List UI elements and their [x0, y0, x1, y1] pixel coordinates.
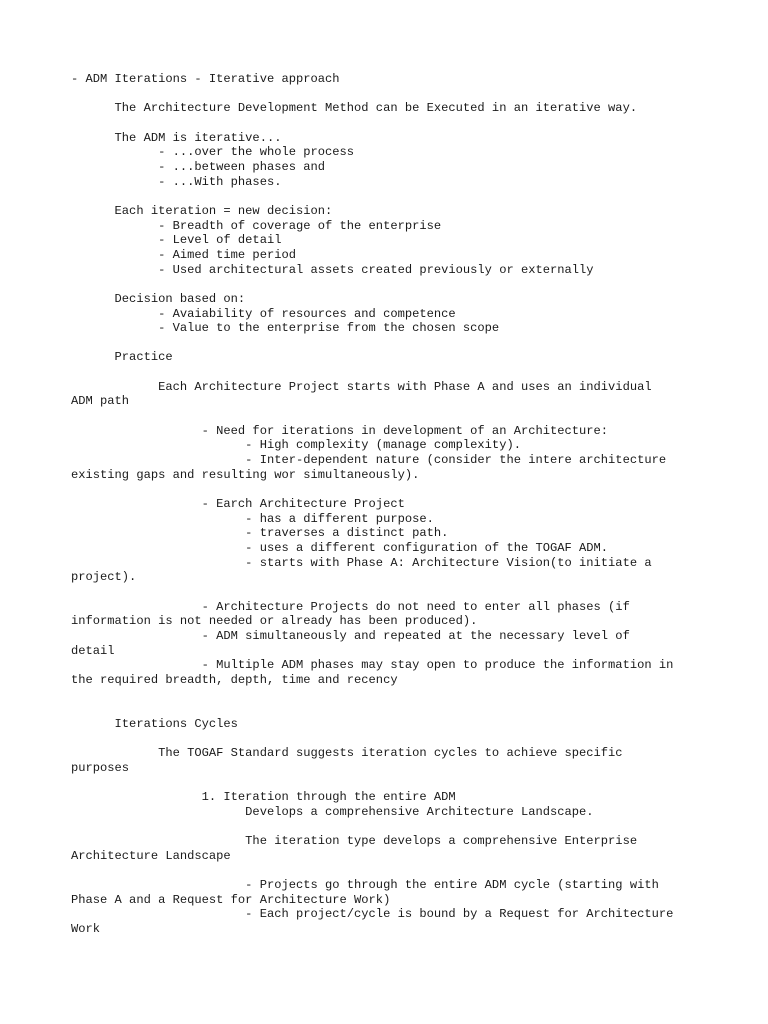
text-line: - Architecture Projects do not need to enter all phases (if	[71, 599, 630, 614]
text-line: Develops a comprehensive Architecture Landscape.	[71, 804, 594, 819]
text-line: Decision based on:	[71, 291, 246, 306]
text-line: - ADM simultaneously and repeated at the necessary level of	[71, 628, 630, 643]
text-line: - Projects go through the entire ADM cycle (starting with	[71, 878, 659, 893]
text-line: Practice	[71, 350, 173, 365]
blank-line	[71, 365, 701, 380]
text-line: - traverses a distinct path.	[71, 526, 449, 541]
text-line: - Multiple ADM phases may stay open to produce the information in	[71, 658, 674, 673]
text-line: - Used architectural assets created previously or externally	[71, 262, 594, 277]
blank-line	[71, 819, 701, 834]
text-line: - Earch Architecture Project	[71, 497, 405, 512]
text-line: The iteration type develops a comprehensive Enterprise	[71, 834, 638, 849]
text-line: - Breadth of coverage of the enterprise	[71, 218, 442, 233]
text-line: - uses a different configuration of the TOGAF ADM.	[71, 541, 609, 555]
text-line: - ...With phases.	[71, 174, 282, 189]
blank-line	[71, 336, 701, 351]
text-line: ADM path	[71, 394, 130, 409]
blank-line	[71, 409, 701, 424]
blank-line	[71, 189, 701, 204]
text-line: - Avaiability of resources and competence	[71, 306, 456, 321]
text-line: project).	[71, 570, 137, 585]
text-line: - Aimed time period	[71, 247, 296, 262]
text-line: information is not needed or already has been produced).	[71, 614, 478, 629]
blank-line	[71, 776, 701, 791]
blank-line	[71, 482, 701, 497]
text-line: detail	[71, 643, 115, 658]
text-line: Each Architecture Project starts with Phase A and uses an individual	[71, 379, 652, 394]
text-line: existing gaps and resulting wor simultaneously).	[71, 467, 420, 482]
text-line: - ADM Iterations - Iterative approach	[71, 72, 340, 86]
text-line: - Need for iterations in development of an Architecture:	[71, 423, 609, 438]
text-line: 1. Iteration through the entire ADM	[71, 790, 456, 805]
blank-line	[71, 863, 701, 878]
text-line: - has a different purpose.	[71, 511, 434, 526]
text-line: Each iteration = new decision:	[71, 203, 333, 218]
text-line: The TOGAF Standard suggests iteration cycles to achieve specific	[71, 746, 623, 761]
blank-line	[71, 87, 701, 102]
blank-line	[71, 732, 701, 747]
blank-line	[71, 702, 701, 717]
text-line: - Each project/cycle is bound by a Request for Architecture	[71, 907, 674, 922]
text-line: Architecture Landscape	[71, 848, 231, 863]
text-line: purposes	[71, 760, 130, 775]
text-line: - Value to the enterprise from the chosen scope	[71, 321, 500, 336]
document-body	[71, 72, 701, 937]
blank-line	[71, 585, 701, 600]
text-line: - starts with Phase A: Architecture Vision(to initiate a	[71, 555, 652, 570]
text-line: The ADM is iterative...	[71, 130, 282, 145]
text-line: - ...between phases and	[71, 159, 326, 174]
text-line: Phase A and a Request for Architecture Work)	[71, 892, 391, 907]
text-line: Work	[71, 922, 101, 937]
blank-line	[71, 116, 701, 131]
text-line: - Inter-dependent nature (consider the intere architecture	[71, 453, 667, 468]
blank-line	[71, 277, 701, 292]
text-line: - ...over the whole process	[71, 145, 355, 160]
blank-line	[71, 688, 701, 703]
text-line: Iterations Cycles	[71, 716, 238, 731]
text-line: the required breadth, depth, time and recency	[71, 672, 398, 687]
text-line: - Level of detail	[71, 233, 282, 248]
text-line: The Architecture Development Method can be Executed in an iterative way.	[71, 101, 638, 116]
text-line: - High complexity (manage complexity).	[71, 438, 521, 453]
